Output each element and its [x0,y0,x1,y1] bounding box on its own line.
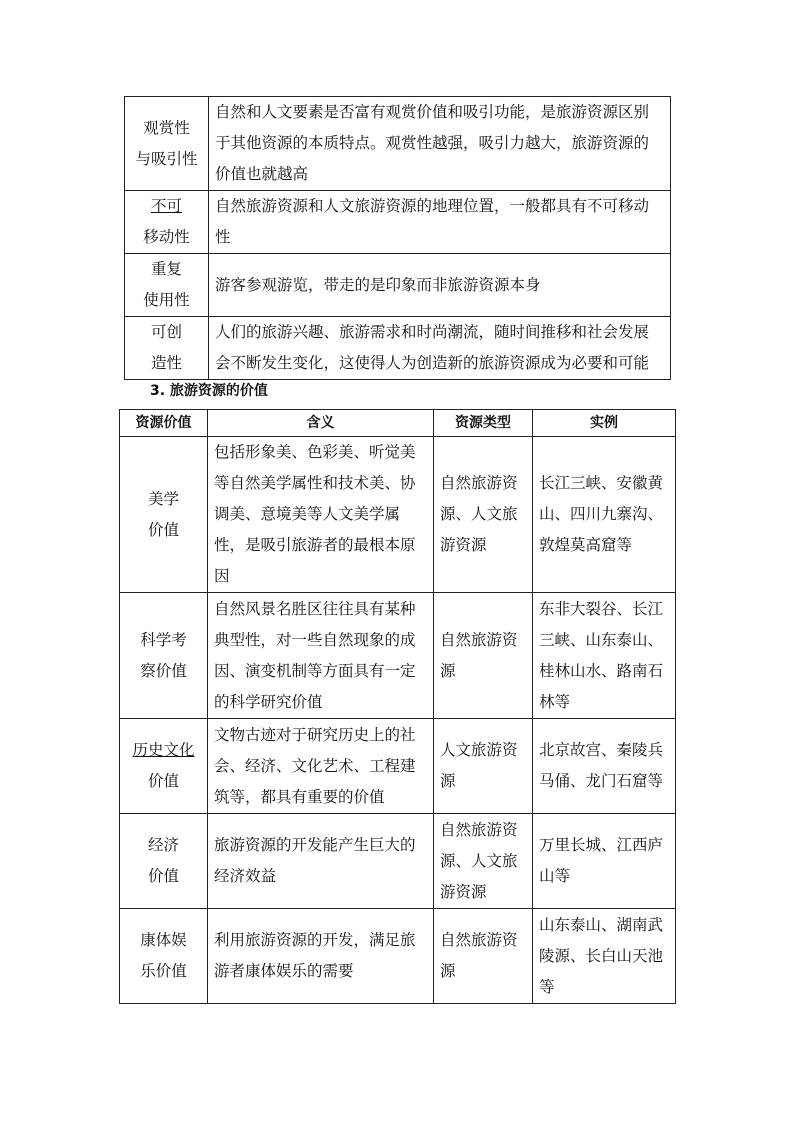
example-cell: 北京故宫、秦陵兵马俑、龙门石窟等 [533,719,676,814]
value-line: 价值 [147,520,179,539]
row-value: 自然和人文要素是否富有观赏价值和吸引功能，是旅游资源区别于其他资源的本质特点。观赏性越强，吸引力越大，旅游资源的价值也就越高 [209,97,671,191]
table-row [125,317,671,380]
value-line: 历史文化 [132,741,195,759]
meaning-cell: 利用旅游资源的开发，满足旅游者康体娱乐的需要 [208,909,434,1004]
value-line: 康体娱 [140,931,187,949]
meaning-cell: 文物古迹对于研究历史上的社会、经济、文化艺术、工程建筑等，都具有重要的价值 [208,719,434,814]
table-row [120,909,676,1004]
row-value: 人们的旅游兴趣、旅游需求和时尚潮流，随时间推移和社会发展会不断发生变化，这使得人为创造新的旅游资源成为必要和可能 [209,317,671,380]
value-line: 科学考 [140,630,187,649]
value-line: 乐价值 [140,962,187,980]
row-key [125,254,209,317]
column-header: 实例 [533,410,676,437]
key-line: 可创 [150,323,182,341]
key-line: 重复 [150,260,182,278]
key-line: 使用性 [143,291,190,309]
key-line: 观赏性 [143,118,190,137]
row-key [125,317,209,380]
example-cell: 长江三峡、安徽黄山、四川九寨沟、敦煌莫高窟等 [533,437,676,593]
table-row [125,191,671,254]
row-value: 自然旅游资源和人文旅游资源的地理位置，一般都具有不可移动性 [209,191,671,254]
type-cell: 自然旅游资源 [434,909,533,1004]
meaning-cell: 旅游资源的开发能产生巨大的经济效益 [208,814,434,909]
header-row [120,410,676,437]
table-row [120,437,676,593]
value-line: 察价值 [140,661,187,680]
resource-value-table [119,409,676,1004]
row-key [125,97,209,191]
table-row [125,254,671,317]
type-cell: 自然旅游资源 [434,593,533,719]
example-cell: 东非大裂谷、长江三峡、山东泰山、桂林山水、路南石林等 [533,593,676,719]
column-header: 资源类型 [434,410,533,437]
row-value: 游客参观游览，带走的是印象而非旅游资源本身 [209,254,671,317]
key-line: 移动性 [143,228,190,246]
meaning-cell: 自然风景名胜区往往具有某种典型性，对一些自然现象的成因、演变机制等方面具有一定的科学研究价值 [208,593,434,719]
value-cell [120,437,208,593]
table-row [120,593,676,719]
type-cell: 人文旅游资源 [434,719,533,814]
value-line: 价值 [147,772,179,790]
key-line: 不可 [150,197,182,215]
value-cell [120,719,208,814]
section-heading: 3. 旅游资源的价值 [150,383,268,399]
value-cell [120,593,208,719]
table-row [120,719,676,814]
type-cell: 自然旅游资源、人文旅游资源 [434,437,533,593]
resource-characteristics-table [124,96,671,380]
table-row [120,814,676,909]
key-line: 与吸引性 [135,149,198,168]
table-row [125,97,671,191]
value-line: 价值 [147,867,179,885]
column-header: 含义 [208,410,434,437]
row-key [125,191,209,254]
column-header: 资源价值 [120,410,208,437]
value-line: 美学 [147,489,179,508]
value-cell [120,814,208,909]
value-line: 经济 [147,836,179,854]
value-cell [120,909,208,1004]
key-line: 造性 [150,354,182,372]
type-cell: 自然旅游资源、人文旅游资源 [434,814,533,909]
example-cell: 山东泰山、湖南武陵源、长白山天池等 [533,909,676,1004]
example-cell: 万里长城、江西庐山等 [533,814,676,909]
meaning-cell: 包括形象美、色彩美、听觉美等自然美学属性和技术美、协调美、意境美等人文美学属性，是吸引旅游者的最根本原因 [208,437,434,593]
